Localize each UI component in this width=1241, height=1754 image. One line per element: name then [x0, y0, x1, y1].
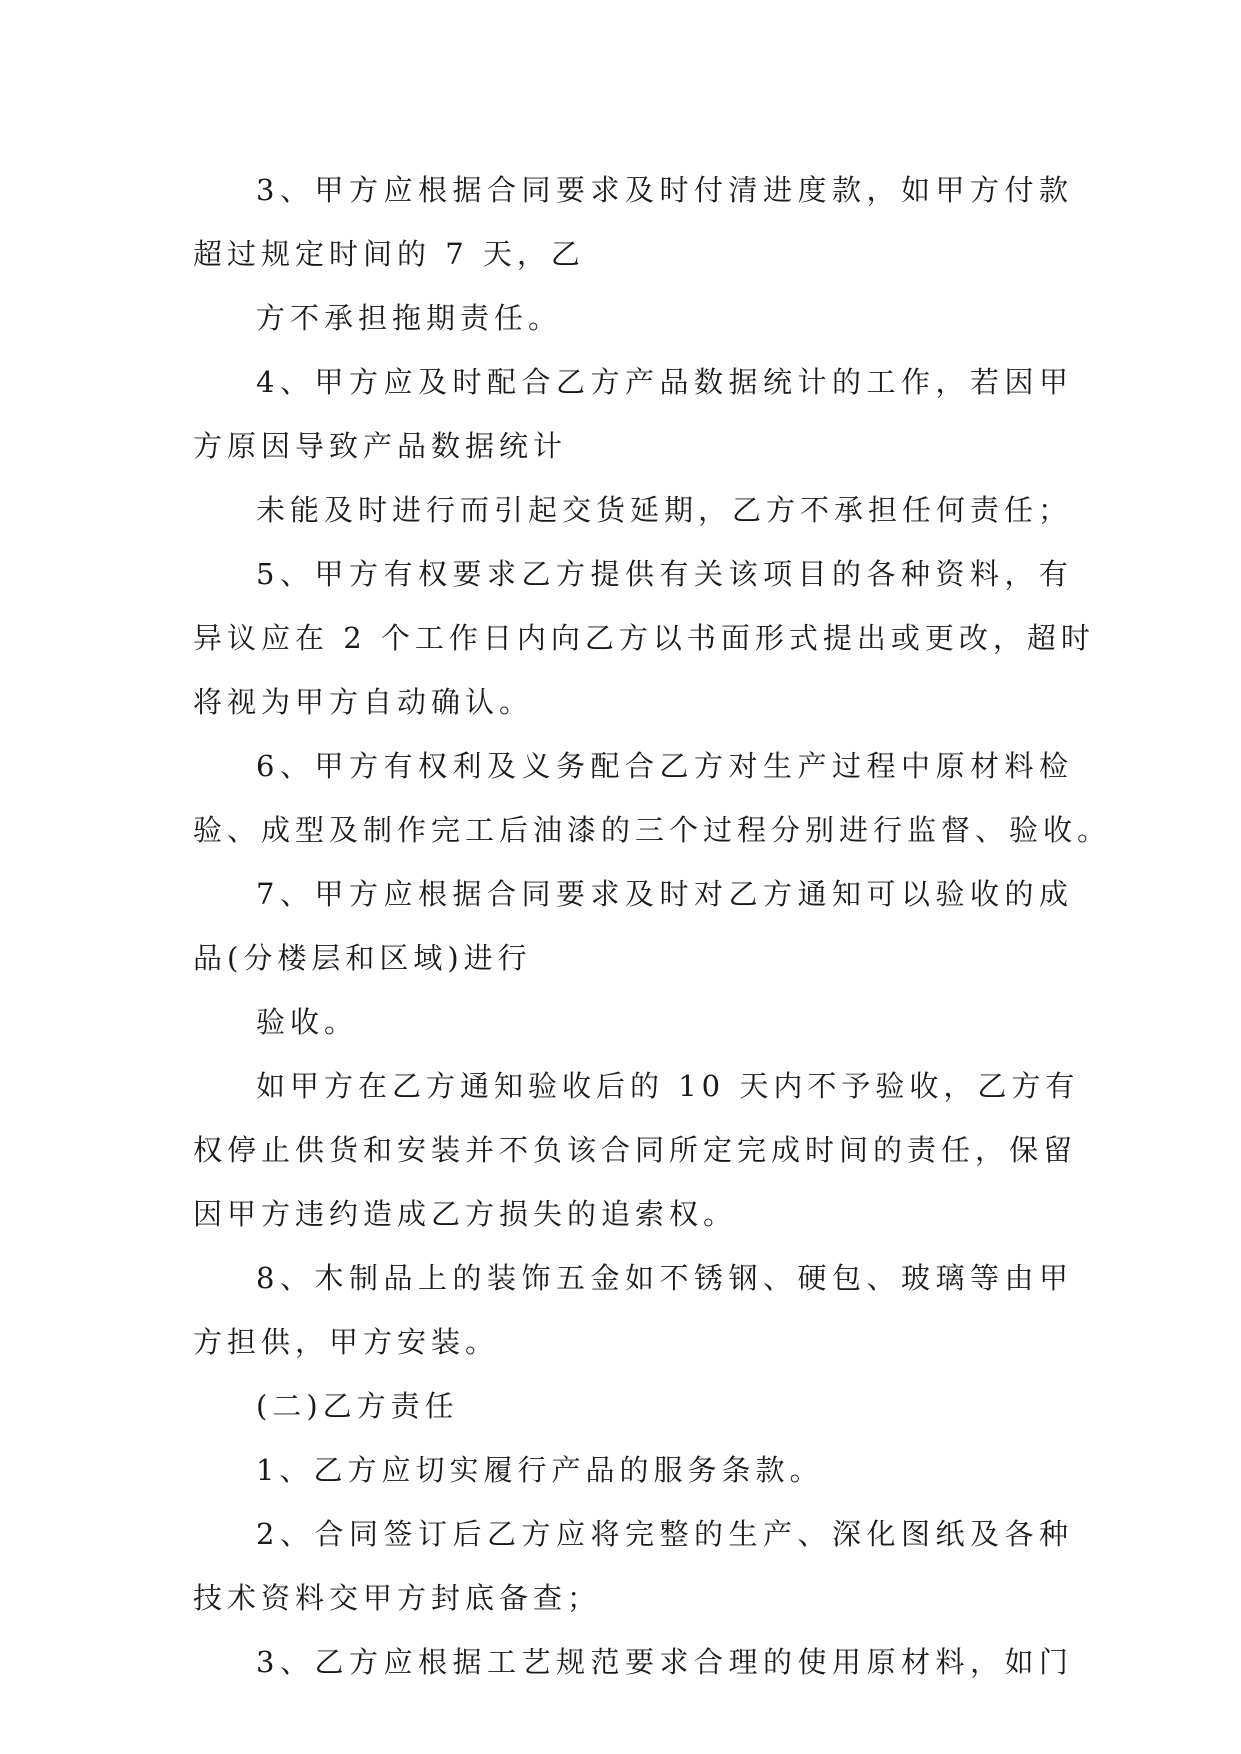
text-line: 2、合同签订后乙方应将完整的生产、深化图纸及各种: [256, 1517, 1073, 1551]
text-line: 3、乙方应根据工艺规范要求合理的使用原材料，如门: [256, 1645, 1073, 1679]
text-line: 6、甲方有权利及义务配合乙方对生产过程中原材料检: [256, 749, 1073, 783]
text-line: 方原因导致产品数据统计: [193, 429, 568, 463]
text-line: 验、成型及制作完工后油漆的三个过程分别进行监督、验收。: [193, 813, 1112, 847]
text-line: 品(分楼层和区域)进行: [193, 941, 532, 975]
text-line: 方不承担拖期责任。: [256, 301, 563, 335]
text-line: 未能及时进行而引起交货延期，乙方不承担任何责任；: [256, 493, 1073, 527]
text-line: 7、甲方应根据合同要求及时对乙方通知可以验收的成: [256, 877, 1073, 911]
text-line: 异议应在 2 个工作日内向乙方以书面形式提出或更改，超时: [193, 621, 1095, 655]
text-line: 验收。: [256, 1005, 359, 1039]
contract-text: [193, 158, 1112, 1694]
text-line: 将视为甲方自动确认。: [193, 685, 534, 719]
text-line: 8、木制品上的装饰五金如不锈钢、硬包、玻璃等由甲: [256, 1261, 1073, 1295]
text-line: 5、甲方有权要求乙方提供有关该项目的各种资料，有: [256, 557, 1073, 591]
text-line: 3、甲方应根据合同要求及时付清进度款，如甲方付款: [256, 173, 1073, 207]
section-heading: (二)乙方责任: [256, 1389, 459, 1423]
text-line: 1、乙方应切实履行产品的服务条款。: [256, 1453, 824, 1487]
text-line: 因甲方违约造成乙方损失的追索权。: [193, 1197, 738, 1231]
text-line: 4、甲方应及时配合乙方产品数据统计的工作，若因甲: [256, 365, 1073, 399]
text-line: 技术资料交甲方封底备查；: [193, 1581, 602, 1615]
text-line: 如甲方在乙方通知验收后的 10 天内不予验收，乙方有: [256, 1069, 1080, 1103]
text-line: 超过规定时间的 7 天，乙: [193, 237, 585, 271]
text-line: 方担供，甲方安装。: [193, 1325, 500, 1359]
text-line: 权停止供货和安装并不负该合同所定完成时间的责任，保留: [193, 1133, 1078, 1167]
